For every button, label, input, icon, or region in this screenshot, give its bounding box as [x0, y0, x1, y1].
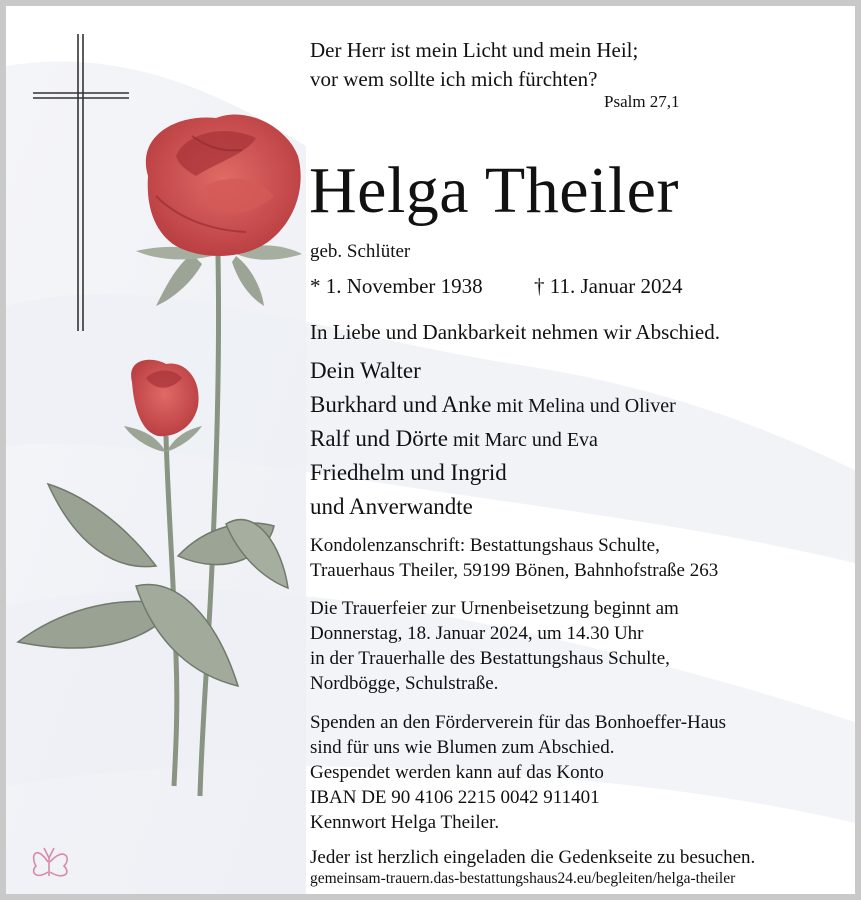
- mourner-line: [310, 458, 507, 489]
- mourner-main: und Anverwandte: [310, 494, 473, 519]
- ceremony-line-2: Donnerstag, 18. Januar 2024, um 14.30 Uhr: [310, 623, 644, 644]
- iban: IBAN DE 90 4106 2215 0042 911401: [310, 787, 600, 808]
- mourner-extra: mit Melina und Oliver: [491, 395, 676, 417]
- condolence-line-2: Trauerhaus Theiler, 59199 Bönen, Bahnhofstraße 263: [310, 560, 719, 581]
- verse-line-1: Der Herr ist mein Licht und mein Heil;: [310, 38, 639, 62]
- donation-line-3: Gespendet werden kann auf das Konto: [310, 762, 604, 783]
- invitation-text: Jeder ist herzlich eingeladen die Gedenkseite zu besuchen.: [310, 847, 756, 868]
- verse-reference: Psalm 27,1: [604, 92, 680, 111]
- ceremony-line-3: in der Trauerhalle des Bestattungshaus Schulte,: [310, 648, 670, 669]
- maiden-name: geb. Schlüter: [310, 241, 411, 262]
- ceremony-line-4: Nordbögge, Schulstraße.: [310, 673, 499, 694]
- donation-line-2: sind für uns wie Blumen zum Abschied.: [310, 737, 615, 758]
- mourner-line: [310, 390, 676, 421]
- mourner-main: Friedhelm und Ingrid: [310, 460, 507, 485]
- mourner-line: [310, 424, 598, 455]
- mourner-main: Ralf und Dörte: [310, 426, 448, 451]
- verse-line-2: vor wem sollte ich mich fürchten?: [310, 67, 598, 91]
- mourner-extra: mit Marc und Eva: [447, 429, 598, 451]
- ceremony-line-1: Die Trauerfeier zur Urnenbeisetzung beginnt am: [310, 598, 679, 619]
- condolence-line-1: Kondolenzanschrift: Bestattungshaus Schulte,: [310, 535, 660, 556]
- mourner-line: [310, 356, 421, 387]
- death-date: † 11. Januar 2024: [534, 274, 683, 298]
- deceased-name: Helga Theiler: [309, 154, 679, 227]
- memorial-url[interactable]: gemeinsam-trauern.das-bestattungshaus24.eu/begleiten/helga-theiler: [310, 870, 736, 887]
- mourner-line: [310, 492, 473, 523]
- mourner-main: Dein Walter: [310, 358, 421, 383]
- birth-date: * 1. November 1938: [310, 274, 483, 298]
- mourner-main: Burkhard und Anke: [310, 392, 492, 417]
- farewell-text: In Liebe und Dankbarkeit nehmen wir Abschied.: [310, 320, 720, 344]
- donation-keyword: Kennwort Helga Theiler.: [310, 812, 500, 833]
- donation-line-1: Spenden an den Förderverein für das Bonhoeffer-Haus: [310, 712, 727, 733]
